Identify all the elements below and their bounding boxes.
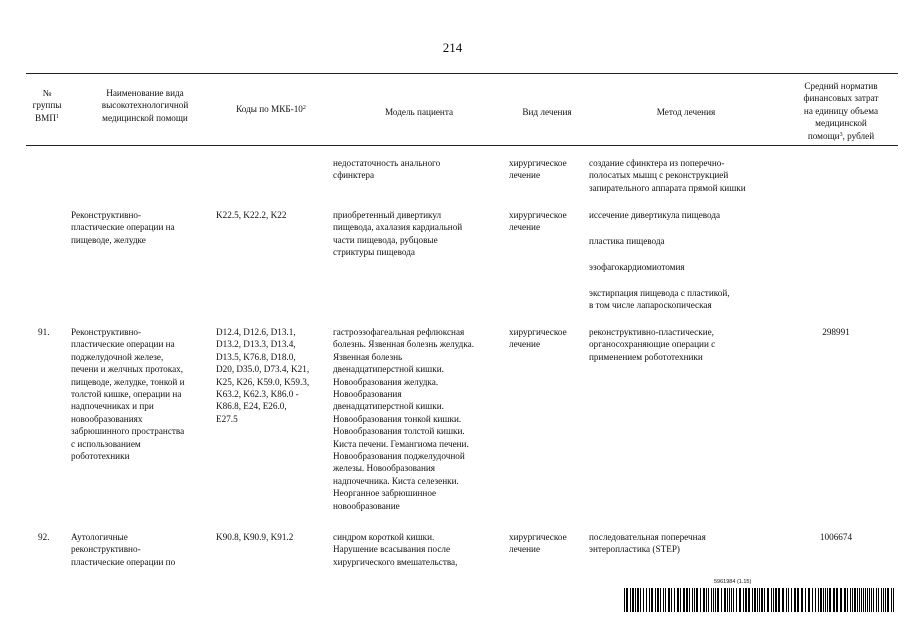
barcode-bar [869,588,870,612]
row-treatment-method: экстирпация пищевода с пластикой, в том числе лапароскопическая [589,288,730,311]
barcode-bar [759,588,760,612]
barcode-bar [773,588,774,612]
barcode-bar [752,588,753,612]
barcode-bar [887,588,889,612]
header-icd-codes: Коды по МКБ-$10^2$ [236,104,306,114]
barcode-bar [827,588,828,612]
barcode-bar [630,588,631,612]
barcode-bar [829,588,831,612]
row-care-type: Реконструктивно- пластические операции на поджелудочной железе, печени и желчных протоках, пищеводе, желудке, тонкой и толстой кишке, операции на надпочечниках и при новообразованиях забрюшинного пространства с использованием робототехники [71,327,185,462]
barcode-bar [748,588,750,612]
barcode-bar [706,588,707,612]
row-treatment-method: эзофагокардиомиотомия [589,262,685,272]
barcode-bar [680,588,681,612]
barcode-bar [861,588,862,612]
barcode-bar [893,588,894,612]
row-care-type: Реконструктивно- пластические операции на пищеводе, желудке [71,210,175,245]
barcode-bar [692,588,693,612]
barcode-caption: 5961984 (1.15) [714,579,752,585]
row-group-number: 91. [38,327,50,337]
barcode-bar [674,588,675,612]
barcode-bar [724,588,726,612]
barcode-bar [729,588,730,612]
row-treatment-type: хирургическое лечение [509,327,567,350]
barcode-bar [876,588,877,612]
barcode-bar [643,588,644,612]
barcode-bar [733,588,734,612]
barcode-bar [727,588,728,612]
page-number: 214 [442,40,463,55]
header-cost-norm: Средний норматив финансовых затрат на единицу объема медицинской помощи$^3$, рублей [803,81,879,141]
barcode-bar [683,588,685,612]
barcode-bar [635,588,636,612]
barcode-bar [703,588,705,612]
row-treatment-type: хирургическое лечение [509,210,567,233]
barcode-bar [823,588,824,612]
barcode-bar [761,588,763,612]
barcode-bar [754,588,756,612]
header-top-rule [26,73,898,74]
barcode-bar [736,588,737,612]
barcode-bar [825,588,826,612]
barcode-bar [715,588,716,612]
header-bottom-rule [26,145,898,146]
barcode-bar [671,588,672,612]
barcode-bar [883,588,884,612]
barcode-bar [891,588,892,612]
row-icd-codes: D12.4, D12.6, D13.1, D13.2, D13.3, D13.4, D13.5, K76.8, D18.0, D20, D35.0, D73.4, K21, K25, K26, K59.0, K59.3, K63.2, K62.3, K86.0 - K86.8, E24, E26.0, E27.5 [216,327,310,424]
barcode-bar [840,588,842,612]
barcode-bar [663,588,664,612]
barcode-bar [655,588,656,612]
barcode-bar [632,588,634,612]
row-treatment-method: реконструктивно-пластические, органосохраняющие операции с применением робототехники [589,327,716,362]
barcode-bar [820,588,822,612]
barcode-bar [844,588,846,612]
barcode-bar [649,588,650,612]
barcode-bar [713,588,714,612]
barcode-bar [857,588,858,612]
row-care-type: Аутологичные реконструктивно- пластические операции по [71,532,176,567]
barcode-bar [745,588,747,612]
row-group-number: 92. [38,532,50,542]
row-cost-value: 1006674 [819,532,853,542]
barcode-bar [778,588,780,612]
header-treatment-method: Метод лечения [656,107,716,117]
barcode-bar [626,588,628,612]
row-treatment-type: хирургическое лечение [509,158,567,181]
barcode-bar [850,588,851,612]
barcode-bar [708,588,709,612]
row-icd-codes: K22.5, K22.2, K22 [216,210,287,220]
barcode-bar [812,588,813,612]
barcode-bar [771,588,772,612]
barcode-bar [878,588,879,612]
barcode-bar [668,588,670,612]
barcode-bar [721,588,722,612]
barcode-bar [689,588,690,612]
barcode-bar [859,588,860,612]
row-icd-codes: K90.8, K90.9, K91.2 [216,532,294,542]
barcode-bar [805,588,806,612]
barcode-bar [739,588,741,612]
barcode-image [624,588,896,612]
barcode-bar [847,588,848,612]
barcode-bar [743,588,744,612]
barcode-bar [808,588,810,612]
row-treatment-method: иссечение дивертикула пищевода [589,210,721,220]
row-patient-model: гастроэзофагеальная рефлюксная болезнь. Язвенная болезнь желудка. Язвенная болезнь двенадцатиперстной кишки. Новообразования желудка. Новообразования двенадцатиперстной кишки. Новообразования тонкой кишки. Новообразования толстой кишки. Киста печени. Гемангиома печени. Новообразования поджелудочной железы. Новообразования надпочечника. Киста селезенки. Неорганное забрюшинное новообразование [333,327,475,511]
row-treatment-method: последовательная поперечная энтеропластика (STEP) [589,532,706,555]
barcode-bar [885,588,886,612]
row-treatment-type: хирургическое лечение [509,532,567,555]
row-treatment-method: пластика пищевода [589,236,665,246]
barcode-bar [677,588,679,612]
barcode-bar [788,588,789,612]
barcode-bar [657,588,659,612]
barcode-bar [871,588,872,612]
barcode-bar [637,588,639,612]
barcode-bar [700,588,701,612]
barcode-bar [801,588,803,612]
header-patient-model: Модель пациента [384,107,454,117]
barcode-bar [815,588,816,612]
barcode-bar [881,588,882,612]
barcode-bar [660,588,661,612]
barcode-bar [863,588,864,612]
barcode-bar [818,588,819,612]
barcode-bar [731,588,732,612]
barcode-bar [836,588,838,612]
barcode-bar [794,588,796,612]
header-treatment-type: Вид лечения [522,107,572,117]
barcode-bar [865,588,866,612]
barcode-bar [640,588,641,612]
barcode-bar [694,588,695,612]
barcode-bar [873,588,874,612]
barcode-bar [852,588,853,612]
row-patient-model: недостаточность анального сфинктера [333,158,441,181]
barcode-bar [651,588,653,612]
row-cost-value: 298991 [822,327,850,337]
barcode-bar [624,588,625,612]
barcode-bar [665,588,666,612]
barcode-bar [797,588,799,612]
barcode-bar [764,588,765,612]
barcode-bar [696,588,698,612]
row-patient-model: приобретенный дивертикул пищевода, ахалазия кардиальной части пищевода, рубцовые стриктуры пищевода [333,210,463,258]
barcode-bar [791,588,792,612]
barcode-bar [686,588,688,612]
header-care-type: Наименование вида высокотехнологичной медицинской помощи [101,88,189,123]
barcode-bar [782,588,784,612]
barcode-bar [786,588,787,612]
barcode-bar [646,588,647,612]
barcode-bar [775,588,777,612]
header-group-number: № группы ВМП$^1$ [32,88,62,123]
barcode-bar [711,588,712,612]
row-patient-model: синдром короткой кишки. Нарушение всасывания после хирургического вмешательства, [333,532,458,567]
barcode-bar [717,588,719,612]
row-treatment-method: создание сфинктера из поперечно- полосатых мышц с реконструкцией запирательного аппарата прямой кишки [589,158,746,193]
barcode-bar [833,588,835,612]
barcode-bar [854,588,856,612]
barcode-bar [757,588,758,612]
barcode-bar [767,588,769,612]
barcode-bar [867,588,868,612]
